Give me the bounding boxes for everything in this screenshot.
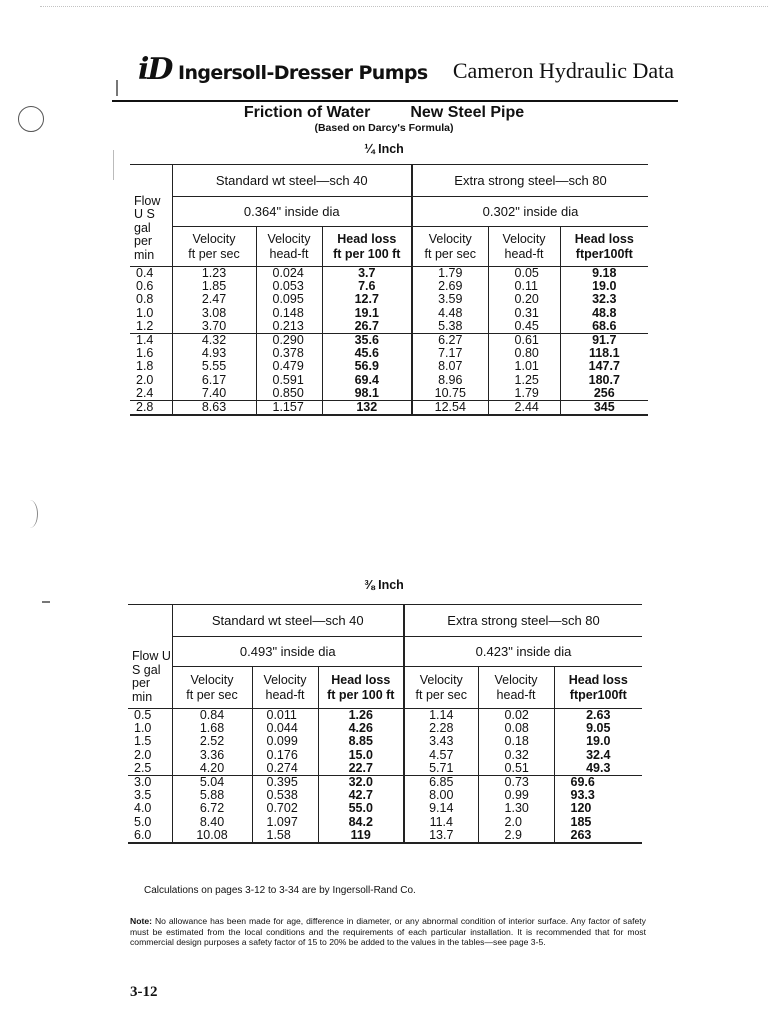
xs-header: Extra strong steel—sch 80 — [404, 605, 642, 637]
page-subtitle: (Based on Darcy's Formula) — [314, 122, 454, 134]
col-velocity: Velocity ft per sec — [172, 227, 256, 267]
velocity-head-cell: 0.395 0.538 0.702 1.097 1.58 — [252, 776, 318, 844]
binder-hole-middle — [22, 500, 38, 528]
std-header: Standard wt steel—sch 40 — [172, 165, 412, 197]
velocity-cell: 1.14 2.28 3.43 4.57 5.71 — [404, 709, 478, 776]
xs-dia: 0.302" inside dia — [412, 197, 648, 227]
flow-cell: 1.4 1.6 1.8 2.0 2.4 — [130, 334, 172, 401]
col-head-loss: Head loss ftper100ft — [554, 667, 642, 709]
col-head-loss: Head loss ft per 100 ft — [322, 227, 412, 267]
table1-size-label: ¼ Inch — [364, 142, 404, 156]
flow-header: Flow U S gal per min — [130, 165, 172, 267]
table-row — [128, 776, 642, 844]
page-number: 3-12 — [130, 984, 158, 1000]
head-loss-cell: 91.7 118.1 147.7 180.7 256 — [560, 334, 648, 401]
velocity-head-cell: 0.05 0.11 0.20 0.31 0.45 — [488, 267, 560, 334]
velocity-head-cell: 0.73 0.99 1.30 2.0 2.9 — [478, 776, 554, 844]
velocity-cell: 5.04 5.88 6.72 8.40 10.08 — [172, 776, 252, 844]
velocity-cell: 12.54 — [412, 401, 488, 416]
velocity-head-cell: 0.290 0.378 0.479 0.591 0.850 — [256, 334, 322, 401]
scan-artifact-top — [40, 6, 768, 10]
col-velocity-head: Velocity head-ft — [478, 667, 554, 709]
col-velocity: Velocity ft per sec — [412, 227, 488, 267]
flow-header: Flow U S gal per min — [128, 605, 172, 709]
col-velocity-head: Velocity head-ft — [488, 227, 560, 267]
company-name: Ingersoll-Dresser Pumps — [178, 62, 428, 84]
velocity-head-cell: 2.44 — [488, 401, 560, 416]
head-loss-cell: 3.7 7.6 12.7 19.1 26.7 — [322, 267, 412, 334]
velocity-cell: 6.27 7.17 8.07 8.96 10.75 — [412, 334, 488, 401]
table2-size-label: ⅜ Inch — [364, 578, 404, 592]
flow-cell: 0.5 1.0 1.5 2.0 2.5 — [128, 709, 172, 776]
std-dia: 0.364" inside dia — [172, 197, 412, 227]
page-header — [112, 48, 678, 102]
table-three-eighths-inch — [128, 604, 642, 844]
head-loss-cell: 35.6 45.6 56.9 69.4 98.1 — [322, 334, 412, 401]
velocity-head-cell: 0.011 0.044 0.099 0.176 0.274 — [252, 709, 318, 776]
table-row — [128, 709, 642, 776]
velocity-head-cell: 0.61 0.80 1.01 1.25 1.79 — [488, 334, 560, 401]
head-loss-cell: 1.26 4.26 8.85 15.0 22.7 — [318, 709, 404, 776]
title-right: New Steel Pipe — [410, 104, 525, 121]
table-row — [130, 267, 648, 334]
flow-cell: 2.8 — [130, 401, 172, 416]
velocity-cell: 0.84 1.68 2.52 3.36 4.20 — [172, 709, 252, 776]
col-head-loss: Head loss ft per 100 ft — [318, 667, 404, 709]
head-loss-cell: 132 — [322, 401, 412, 416]
velocity-cell: 6.85 8.00 9.14 11.4 13.7 — [404, 776, 478, 844]
note-label: Note: — [130, 916, 152, 926]
velocity-head-cell: 0.024 0.053 0.095 0.148 0.213 — [256, 267, 322, 334]
velocity-cell: 1.79 2.69 3.59 4.48 5.38 — [412, 267, 488, 334]
col-velocity: Velocity ft per sec — [404, 667, 478, 709]
velocity-cell: 8.63 — [172, 401, 256, 416]
head-loss-cell: 2.63 9.05 19.0 32.4 49.3 — [554, 709, 642, 776]
page-title — [0, 104, 768, 122]
head-loss-cell: 345 — [560, 401, 648, 416]
std-header: Standard wt steel—sch 40 — [172, 605, 404, 637]
velocity-cell: 1.23 1.85 2.47 3.08 3.70 — [172, 267, 256, 334]
col-velocity-head: Velocity head-ft — [256, 227, 322, 267]
col-head-loss: Head loss ftper100ft — [560, 227, 648, 267]
col-velocity-head: Velocity head-ft — [252, 667, 318, 709]
velocity-head-cell: 0.02 0.08 0.18 0.32 0.51 — [478, 709, 554, 776]
col-velocity: Velocity ft per sec — [172, 667, 252, 709]
table-row — [130, 334, 648, 401]
publication-title: Cameron Hydraulic Data — [452, 58, 674, 83]
company-logo: iD — [138, 52, 172, 87]
velocity-cell: 4.32 4.93 5.55 6.17 7.40 — [172, 334, 256, 401]
head-loss-cell: 69.6 93.3 120 185 263 — [554, 776, 642, 844]
safety-note — [130, 916, 646, 948]
scan-mark — [42, 601, 50, 603]
note-text: No allowance has been made for age, difference in diameter, or any abnormal condition of interior surface. Any factor of safety must be estimated from the local conditions and the requirements of each particular installation. It is recommended that for most commercial design purposes a safety factor of 15 to 20% be added to the values in the tables—see page 3-5. — [130, 916, 646, 947]
calculation-footnote: Calculations on pages 3-12 to 3-34 are by Ingersoll-Rand Co. — [144, 885, 416, 896]
table-row — [130, 401, 648, 416]
head-loss-cell: 9.18 19.0 32.3 48.8 68.6 — [560, 267, 648, 334]
table-quarter-inch — [130, 164, 648, 416]
head-loss-cell: 32.0 42.7 55.0 84.2 119 — [318, 776, 404, 844]
flow-cell: 0.4 0.6 0.8 1.0 1.2 — [130, 267, 172, 334]
std-dia: 0.493" inside dia — [172, 637, 404, 667]
xs-dia: 0.423" inside dia — [404, 637, 642, 667]
flow-cell: 3.0 3.5 4.0 5.0 6.0 — [128, 776, 172, 844]
title-left: Friction of Water — [243, 104, 371, 121]
velocity-head-cell: 1.157 — [256, 401, 322, 416]
xs-header: Extra strong steel—sch 80 — [412, 165, 648, 197]
